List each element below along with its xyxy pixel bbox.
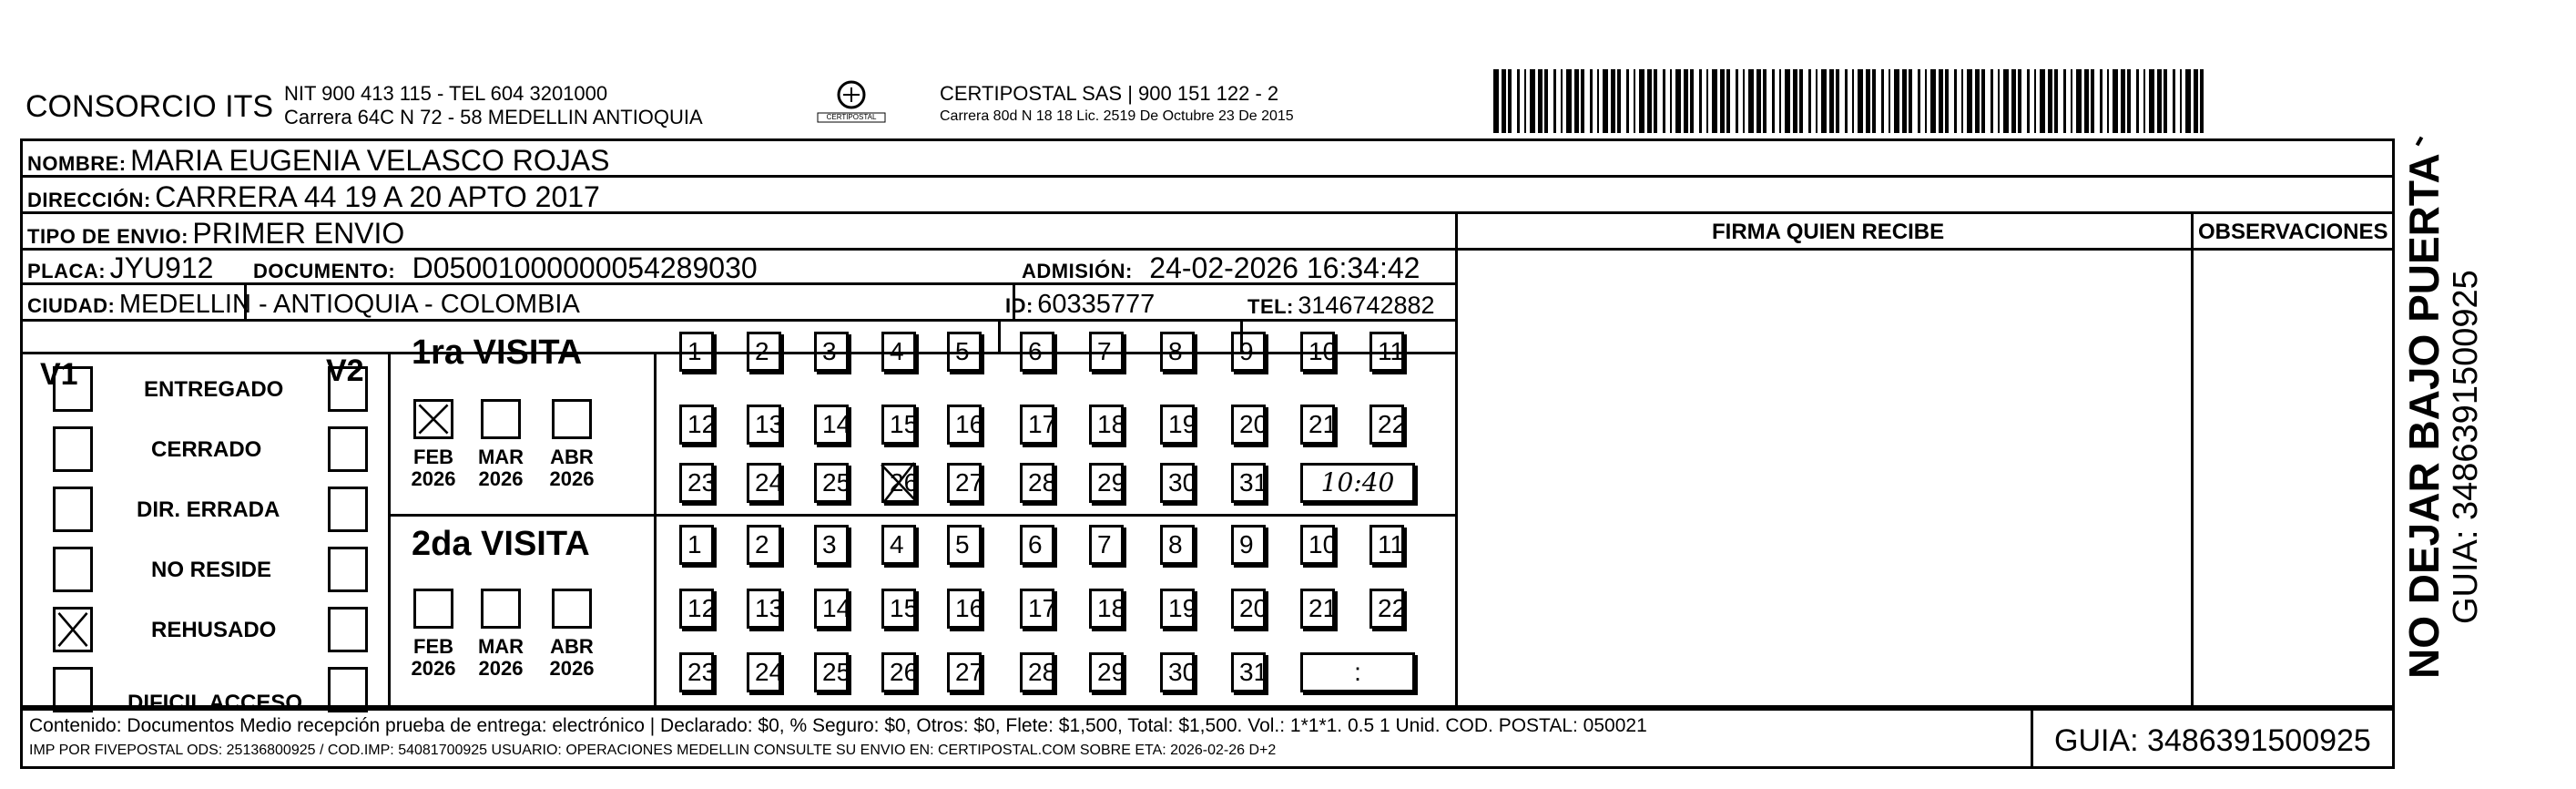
tel-label: TEL: — [1247, 295, 1294, 318]
signature-label: FIRMA QUIEN RECIBE — [1712, 220, 1945, 244]
day-box[interactable]: 11 — [1369, 332, 1404, 372]
company-name: CONSORCIO ITS — [25, 89, 274, 124]
recipient-name: MARIA EUGENIA VELASCO ROJAS — [130, 144, 610, 177]
ship-type-row — [27, 219, 404, 248]
footer-guia: GUIA: 3486391500925 — [2054, 723, 2371, 758]
day-box[interactable]: 27 — [947, 463, 982, 503]
address-row — [27, 182, 600, 211]
ship-type: PRIMER ENVIO — [192, 217, 405, 250]
courier-name: CERTIPOSTAL SAS | 900 151 122 - 2 — [940, 82, 1279, 105]
day-box[interactable]: 19 — [1160, 589, 1195, 629]
plate: JYU912 — [109, 251, 214, 284]
day-box[interactable]: 5 — [947, 332, 982, 372]
day-box[interactable]: 23 — [679, 463, 714, 503]
ship-type-label: TIPO DE ENVIO: — [27, 225, 188, 248]
day-box[interactable]: 14 — [814, 589, 849, 629]
month-year: 2026 — [478, 467, 524, 491]
courier-address: Carrera 80d N 18 18 Lic. 2519 De Octubre 23 De 2015 — [940, 108, 1294, 124]
v1-checkbox[interactable] — [53, 667, 93, 712]
id-label: ID: — [1005, 294, 1033, 317]
day-box[interactable]: 21 — [1300, 589, 1335, 629]
month-checkbox[interactable] — [481, 589, 521, 629]
tel-cell — [1247, 293, 1435, 318]
day-box[interactable]: 30 — [1160, 652, 1195, 692]
day-box[interactable]: 21 — [1300, 405, 1335, 445]
month-checkbox[interactable] — [552, 589, 592, 629]
day-box[interactable]: 3 — [814, 332, 849, 372]
side-warning — [2400, 153, 2485, 679]
day-box[interactable]: 10 — [1300, 525, 1335, 565]
month-label — [406, 636, 461, 680]
status-label: DIFICIL ACCESO — [127, 691, 303, 715]
company-nit: NIT 900 413 115 - TEL 604 3201000 — [284, 82, 608, 105]
month-name: MAR — [477, 446, 524, 468]
day-box[interactable]: 9 — [1231, 332, 1266, 372]
day-box[interactable]: 8 — [1160, 332, 1195, 372]
day-box[interactable]: 9 — [1231, 525, 1266, 565]
barcode — [1493, 69, 2213, 133]
city-label: CIUDAD: — [27, 294, 116, 317]
day-box[interactable]: 26 — [881, 463, 916, 503]
day-box[interactable]: 15 — [881, 589, 916, 629]
day-box[interactable]: 25 — [814, 652, 849, 692]
day-box[interactable]: 30 — [1160, 463, 1195, 503]
day-box[interactable]: 6 — [1020, 525, 1054, 565]
month-year: 2026 — [549, 657, 595, 681]
month-checkbox[interactable] — [552, 399, 592, 439]
observations-label: OBSERVACIONES — [2198, 220, 2388, 244]
day-box[interactable]: 20 — [1231, 405, 1266, 445]
day-box[interactable]: 28 — [1020, 652, 1054, 692]
document-label: DOCUMENTO: — [253, 260, 396, 282]
footer-imp: IMP POR FIVEPOSTAL ODS: 25136800925 / COD.IMP: 54081700925 USUARIO: OPERACIONES MEDELLIN CONSULTE SU ENVIO EN: CERTIPOSTAL.COM SOBRE ETA: 2026-02-26 D+2 — [29, 743, 1277, 758]
day-box[interactable]: 17 — [1020, 405, 1054, 445]
day-box[interactable]: 6 — [1020, 332, 1054, 372]
day-box[interactable]: 12 — [679, 405, 714, 445]
day-box[interactable]: 19 — [1160, 405, 1195, 445]
plate-label: PLACA: — [27, 260, 107, 282]
v2-checkbox[interactable] — [328, 426, 368, 472]
month-label — [406, 446, 461, 490]
month-name: MAR — [477, 635, 524, 658]
day-box[interactable]: 22 — [1369, 405, 1404, 445]
v1-checkbox[interactable] — [53, 487, 93, 532]
month-year: 2026 — [411, 657, 456, 681]
v1-checkbox[interactable] — [53, 366, 93, 412]
name-row — [27, 146, 609, 175]
day-box[interactable]: 28 — [1020, 463, 1054, 503]
day-box[interactable]: 27 — [947, 652, 982, 692]
status-label: CERRADO — [151, 437, 262, 462]
v2-label: V2 — [326, 354, 364, 388]
visit-2-title: 2da VISITA — [412, 525, 590, 563]
tel: 3146742882 — [1298, 292, 1435, 319]
day-box[interactable]: 1 — [679, 525, 714, 565]
status-label: REHUSADO — [151, 618, 277, 642]
month-label — [545, 446, 599, 490]
month-name: FEB — [413, 635, 453, 658]
month-name: ABR — [550, 446, 594, 468]
month-year: 2026 — [478, 657, 524, 681]
day-box[interactable]: 16 — [947, 405, 982, 445]
day-box[interactable]: 23 — [679, 652, 714, 692]
month-label — [473, 446, 528, 490]
day-box[interactable]: 22 — [1369, 589, 1404, 629]
month-year: 2026 — [549, 467, 595, 491]
v2-checkbox[interactable] — [328, 607, 368, 652]
day-box[interactable]: 15 — [881, 405, 916, 445]
id-cell — [1005, 292, 1155, 318]
day-box[interactable]: 4 — [881, 525, 916, 565]
day-box[interactable]: 20 — [1231, 589, 1266, 629]
day-box[interactable]: 10 — [1300, 332, 1335, 372]
day-box[interactable]: 18 — [1089, 589, 1124, 629]
day-box[interactable]: 14 — [814, 405, 849, 445]
day-box[interactable]: 26 — [881, 652, 916, 692]
day-box[interactable]: 17 — [1020, 589, 1054, 629]
document-cell — [253, 253, 758, 282]
month-checkbox[interactable] — [481, 399, 521, 439]
day-box[interactable]: 7 — [1089, 332, 1124, 372]
v2-checkbox[interactable] — [328, 547, 368, 592]
day-box[interactable]: 31 — [1231, 652, 1266, 692]
v1-label: V1 — [40, 357, 78, 392]
day-box[interactable]: 25 — [814, 463, 849, 503]
side-guia-text: GUIA: 3486391500925 — [2447, 270, 2485, 624]
admission: 24-02-2026 16:34:42 — [1149, 251, 1420, 284]
v2-checkbox[interactable] — [328, 487, 368, 532]
day-box[interactable]: 2 — [747, 332, 781, 372]
v2-checkbox[interactable] — [328, 366, 368, 412]
month-checkbox[interactable] — [413, 399, 453, 439]
month-label — [545, 636, 599, 680]
admission-cell — [1022, 253, 1420, 282]
recipient-address: CARRERA 44 19 A 20 APTO 2017 — [155, 180, 600, 213]
certipostal-logo — [810, 78, 892, 126]
plate-cell — [27, 253, 213, 282]
status-label: NO RESIDE — [151, 558, 272, 582]
day-box[interactable]: 5 — [947, 525, 982, 565]
day-box[interactable]: 2 — [747, 525, 781, 565]
tick-mark — [2416, 137, 2423, 147]
day-cross-mark — [878, 459, 920, 507]
visit-time-box[interactable]: 10:40 — [1300, 463, 1415, 503]
side-warning-text: NO DEJAR BAJO PUERTA — [2400, 153, 2448, 679]
day-box[interactable]: 8 — [1160, 525, 1195, 565]
status-label: ENTREGADO — [144, 377, 284, 402]
address-label: DIRECCIÓN: — [27, 189, 151, 211]
day-box[interactable]: 7 — [1089, 525, 1124, 565]
v1-checkbox[interactable] — [53, 607, 93, 652]
city-cell — [27, 292, 580, 318]
day-box[interactable]: 12 — [679, 589, 714, 629]
admission-label: ADMISIÓN: — [1022, 260, 1133, 282]
day-box[interactable]: 11 — [1369, 525, 1404, 565]
day-box[interactable]: 4 — [881, 332, 916, 372]
day-box[interactable]: 29 — [1089, 463, 1124, 503]
city: MEDELLIN - ANTIOQUIA - COLOMBIA — [118, 290, 580, 319]
month-year: 2026 — [411, 467, 456, 491]
day-box[interactable]: 24 — [747, 652, 781, 692]
visit-time-box[interactable]: : — [1300, 652, 1415, 692]
v2-checkbox[interactable] — [328, 667, 368, 712]
v1-checkbox[interactable] — [53, 426, 93, 472]
status-label: DIR. ERRADA — [137, 497, 280, 522]
id-value: 60335777 — [1037, 290, 1156, 319]
day-box[interactable]: 1 — [679, 332, 714, 372]
document: D05001000000054289030 — [412, 251, 758, 284]
day-box[interactable]: 24 — [747, 463, 781, 503]
visit-1-title: 1ra VISITA — [412, 333, 583, 372]
day-box[interactable]: 31 — [1231, 463, 1266, 503]
month-label — [473, 636, 528, 680]
logo-text: CERTIPOSTAL — [826, 113, 877, 121]
day-box[interactable]: 3 — [814, 525, 849, 565]
day-box[interactable]: 13 — [747, 405, 781, 445]
name-label: NOMBRE: — [27, 152, 127, 175]
v1-checkbox[interactable] — [53, 547, 93, 592]
day-box[interactable]: 13 — [747, 589, 781, 629]
month-checkbox[interactable] — [413, 589, 453, 629]
month-name: FEB — [413, 446, 453, 468]
month-name: ABR — [550, 635, 594, 658]
day-box[interactable]: 18 — [1089, 405, 1124, 445]
day-box[interactable]: 29 — [1089, 652, 1124, 692]
day-box[interactable]: 16 — [947, 589, 982, 629]
footer-content: Contenido: Documentos Medio recepción prueba de entrega: electrónico | Declarado: $0, % Seguro: $0, Otros: $0, Flete: $1,500, Total: $1,500. Vol.: 1*1*1. 0.5 1 Unid. COD. POSTAL: 050021 — [29, 715, 1647, 736]
company-address: Carrera 64C N 72 - 58 MEDELLIN ANTIOQUIA — [284, 106, 703, 128]
